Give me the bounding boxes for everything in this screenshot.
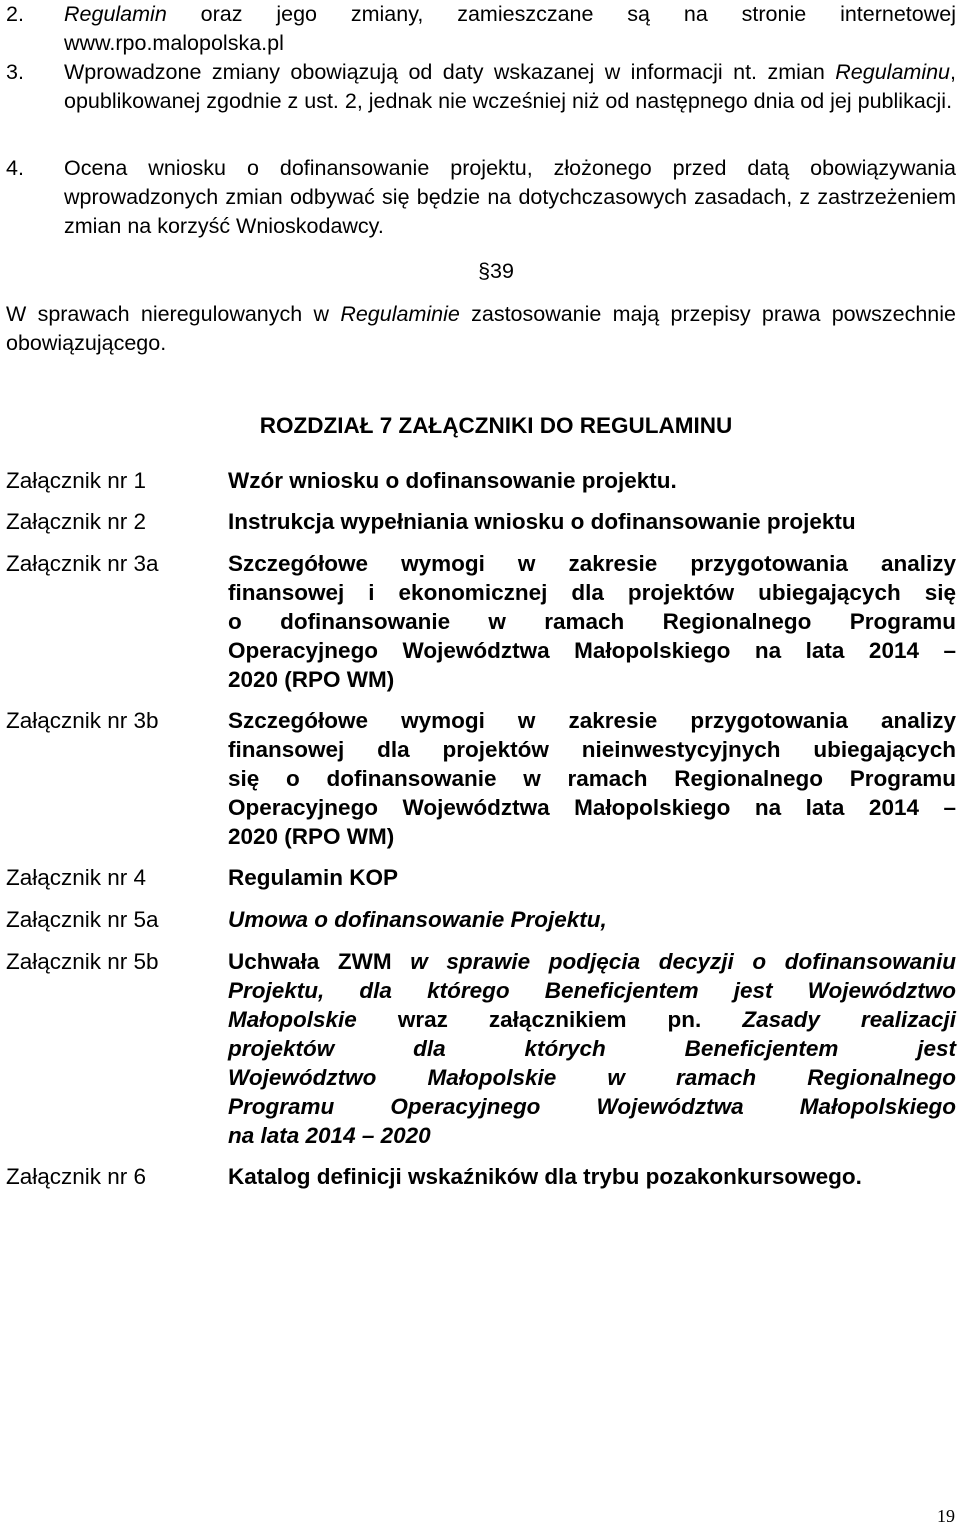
list-number: 2.: [6, 2, 24, 26]
annex-label: Załącznik nr 5b: [6, 949, 159, 974]
list-item-2: 2. Regulamin oraz jego zmiany, zamieszczane są na stronie internetowej www.rpo.malopolska.pl: [6, 2, 956, 55]
list-item-4: 4. Ocena wniosku o dofinansowanie projektu, złożonego przed datą obowiązywania wprowadzonych zmian odbywać się będzie na dotychczasowych zasadach, z zastrzeżeniem zmian na korzyść Wnioskodawcy.: [6, 156, 956, 238]
regulamin-italic: Regulamin: [64, 2, 167, 26]
annex-label: Załącznik nr 1: [6, 468, 147, 493]
annex-label: Załącznik nr 2: [6, 509, 147, 534]
annex-label: Załącznik nr 3a: [6, 551, 159, 576]
annex-label: Załącznik nr 3b: [6, 708, 159, 733]
annex-label: Załącznik nr 6: [6, 1164, 147, 1189]
list-item-3: 3. Wprowadzone zmiany obowiązują od daty wskazanej w informacji nt. zmian Regulaminu, opublikowanej zgodnie z ust. 2, jednak nie wcześniej niż od następnego dnia od jej publikacji.: [6, 60, 956, 113]
chapter-title: ROZDZIAŁ 7 ZAŁĄCZNIKI DO REGULAMINU: [259, 413, 733, 438]
annex-label: Załącznik nr 5a: [6, 907, 159, 932]
page-number: 19: [937, 1506, 955, 1526]
section-heading-39: §39: [478, 259, 514, 283]
list-number: 3.: [6, 60, 24, 84]
paragraph-39: W sprawach nieregulowanych w Regulaminie zastosowanie mają przepisy prawa powszechnie obowiązującego.: [6, 302, 956, 355]
list-number: 4.: [6, 156, 24, 180]
annex-label: Załącznik nr 4: [6, 865, 147, 890]
